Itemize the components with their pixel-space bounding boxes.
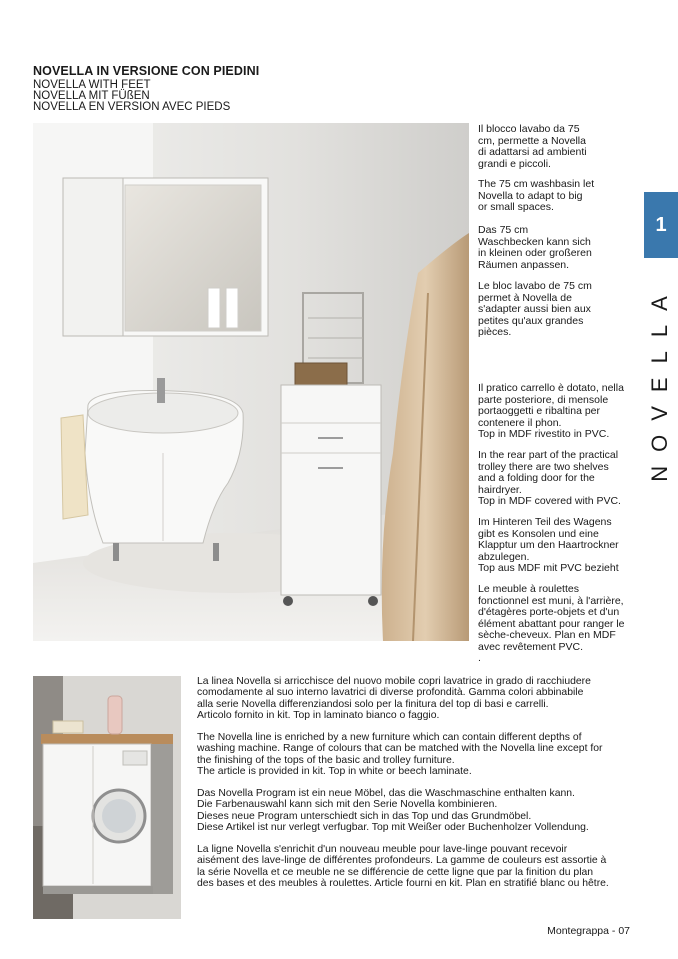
- section-number: 1: [655, 213, 667, 236]
- section-tab: [644, 192, 678, 258]
- washing-machine-text-de: Das Novella Program ist ein neue Möbel, das die Waschmaschine enthalten kann. Die Farbenauswahl kann sich mit den Serie Novella kombinieren. Dieses neue Program unterschiedt sich in das Top und das Grundmöbel. Diese Artikel ist nur verlegt verfugbar. Top mit Weißer oder Buchenholzer Vollendung.: [197, 788, 589, 833]
- washing-machine-text-en: The Novella line is enriched by a new furniture which can contain different depths of washing machine. Range of colours that can be matched with the Novella line except for the finishing of the tops of the basic and trolley furniture. The article is provided in kit. Top in white or beech laminate.: [197, 732, 603, 777]
- subtitle-english: NOVELLA WITH FEET: [33, 79, 151, 91]
- trolley-text-de: Im Hinteren Teil des Wagens gibt es Konsolen und eine Klapptur um den Haartrockner abzulegen. Top aus MDF mit PVC bezieht: [478, 516, 619, 574]
- washbasin-text-it: Il blocco lavabo da 75 cm, permette a Novella di adattarsi ad ambienti grandi e piccoli.: [478, 123, 587, 170]
- washing-machine-text-it: La linea Novella si arricchisce del nuovo mobile copri lavatrice in grado di racchiudere comodamente al suo interno lavatrici di diverse profondità. Gamma colori abbinabile alla serie Novella differenziandosi solo per la finitura del top di basi e carrelli. Articolo fornito in kit. Top in laminato bianco o faggio.: [197, 676, 591, 721]
- trolley-text-it: Il pratico carrello è dotato, nella parte posteriore, di mensole portaoggetti e ribaltina per contenere il phon. Top in MDF rivestito in PVC.: [478, 382, 624, 440]
- washbasin-text-en: The 75 cm washbasin let Novella to adapt to big or small spaces.: [478, 178, 595, 213]
- vertical-brand-label: [644, 272, 678, 492]
- washbasin-text-fr: Le bloc lavabo de 75 cm permet à Novella de s'adapter aussi bien aux petites qu'aux grandes pièces.: [478, 280, 592, 338]
- subtitle-german: NOVELLA MIT FÜßEN: [33, 90, 150, 102]
- page-title: NOVELLA IN VERSIONE CON PIEDINI: [33, 64, 260, 78]
- washing-machine-illustration: [33, 676, 181, 919]
- washing-machine-text-fr: La ligne Novella s'enrichit d'un nouveau meuble pour lave-linge pouvant recevoir aisément des lave-linge de différentes profondeurs. La gamme de couleurs est assortie à la série Novella et ce meuble ne se différencie de cette ligne que par la finition du plan des bases et des meubles à roulettes. Article fourni en kit. Plan en stratifié blanc ou hêtre.: [197, 844, 609, 889]
- bathroom-illustration: [33, 123, 469, 641]
- brand-name: NOVELLA: [646, 282, 672, 482]
- washbasin-text-de: Das 75 cm Waschbecken kann sich in kleinen oder großeren Räumen anpassen.: [478, 224, 592, 271]
- trolley-text-en: In the rear part of the practical trolley there are two shelves and a folding door for the hairdryer. Top in MDF covered with PVC.: [478, 449, 621, 507]
- page-footer: Montegrappa - 07: [547, 925, 630, 937]
- subtitle-french: NOVELLA EN VERSION AVEC PIEDS: [33, 101, 231, 113]
- trolley-text-fr: Le meuble à roulettes fonctionnel est muni, à l'arrière, d'étagères porte-objets et d'un élément abattant pour ranger le sèche-cheveux. Plan en MDF avec revêtement PVC. .: [478, 583, 625, 664]
- washing-machine-photo: [33, 676, 181, 919]
- bathroom-photo: [33, 123, 469, 641]
